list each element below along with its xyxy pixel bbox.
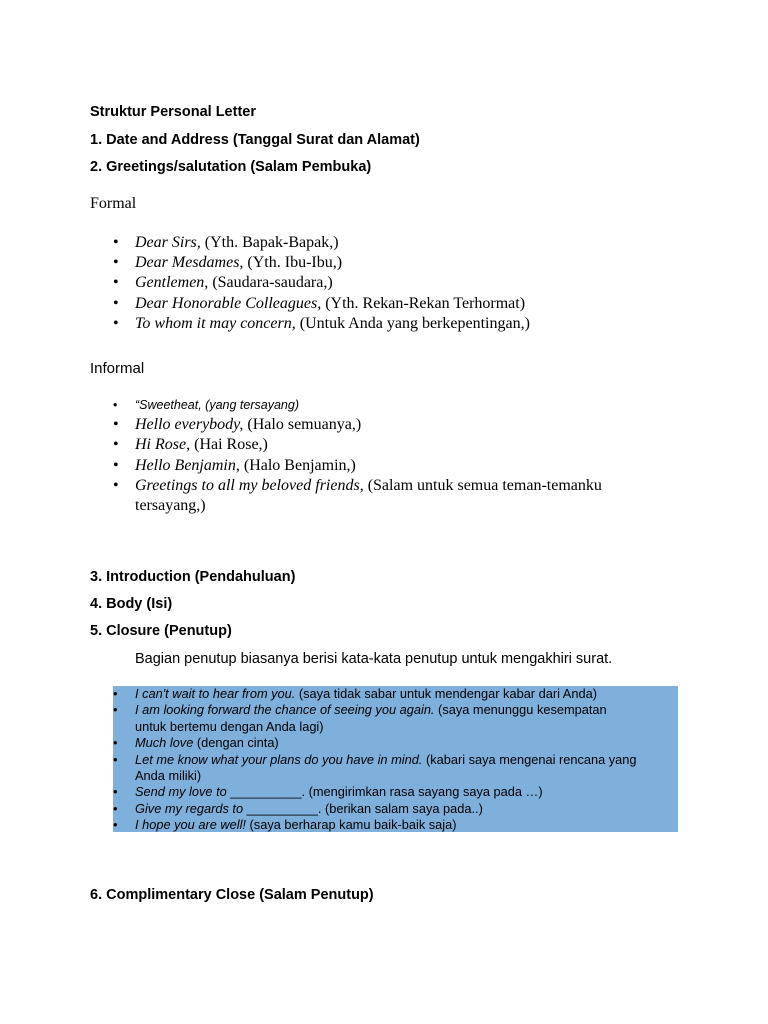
list-item: • Hello Benjamin, (Halo Benjamin,)	[113, 456, 602, 476]
list-item: • Send my love to __________. (mengirimkan rasa sayang saya pada …)	[113, 784, 678, 800]
informal-greetings-list	[113, 395, 602, 516]
heading-closure: 5. Closure (Penutup)	[90, 623, 232, 639]
heading-body: 4. Body (Isi)	[90, 596, 173, 612]
informal-label: Informal	[90, 360, 145, 377]
heading-complimentary-close: 6. Complimentary Close (Salam Penutup)	[90, 887, 374, 903]
list-item: • Greetings to all my beloved friends, (Salam untuk semua teman-temanku tersayang,)	[113, 476, 602, 516]
list-item: • “Sweetheat, (yang tersayang)	[113, 395, 602, 415]
list-item: • I can't wait to hear from you. (saya tidak sabar untuk mendengar kabar dari Anda)	[113, 686, 678, 702]
heading-greetings: 2. Greetings/salutation (Salam Pembuka)	[90, 159, 372, 175]
closure-paragraph: Bagian penutup biasanya berisi kata-kata penutup untuk mengakhiri surat.	[135, 651, 613, 667]
list-item: • Dear Mesdames, (Yth. Ibu-Ibu,)	[113, 253, 530, 273]
closing-phrases-list	[113, 686, 678, 834]
list-item: • Gentlemen, (Saudara-saudara,)	[113, 273, 530, 293]
formal-label: Formal	[90, 195, 137, 212]
document-title: Struktur Personal Letter	[90, 104, 256, 120]
list-item: • I am looking forward the chance of seeing you again. (saya menunggu kesempatan untuk bertemu dengan Anda lagi)	[113, 702, 678, 735]
list-item: • Let me know what your plans do you have in mind. (kabari saya mengenai rencana yang Anda miliki)	[113, 752, 678, 785]
heading-introduction: 3. Introduction (Pendahuluan)	[90, 569, 296, 585]
list-item: • Dear Sirs, (Yth. Bapak-Bapak,)	[113, 233, 530, 253]
list-item: • Much love (dengan cinta)	[113, 735, 678, 751]
heading-date-address: 1. Date and Address (Tanggal Surat dan Alamat)	[90, 132, 420, 148]
list-item: • To whom it may concern, (Untuk Anda yang berkepentingan,)	[113, 314, 530, 334]
list-item: • I hope you are well! (saya berharap kamu baik-baik saja)	[113, 817, 678, 833]
formal-greetings-list	[113, 233, 530, 334]
list-item: • Hello everybody, (Halo semuanya,)	[113, 415, 602, 435]
list-item: • Hi Rose, (Hai Rose,)	[113, 435, 602, 455]
list-item: • Give my regards to __________. (berikan salam saya pada..)	[113, 801, 678, 817]
list-item: • Dear Honorable Colleagues, (Yth. Rekan-Rekan Terhormat)	[113, 294, 530, 314]
